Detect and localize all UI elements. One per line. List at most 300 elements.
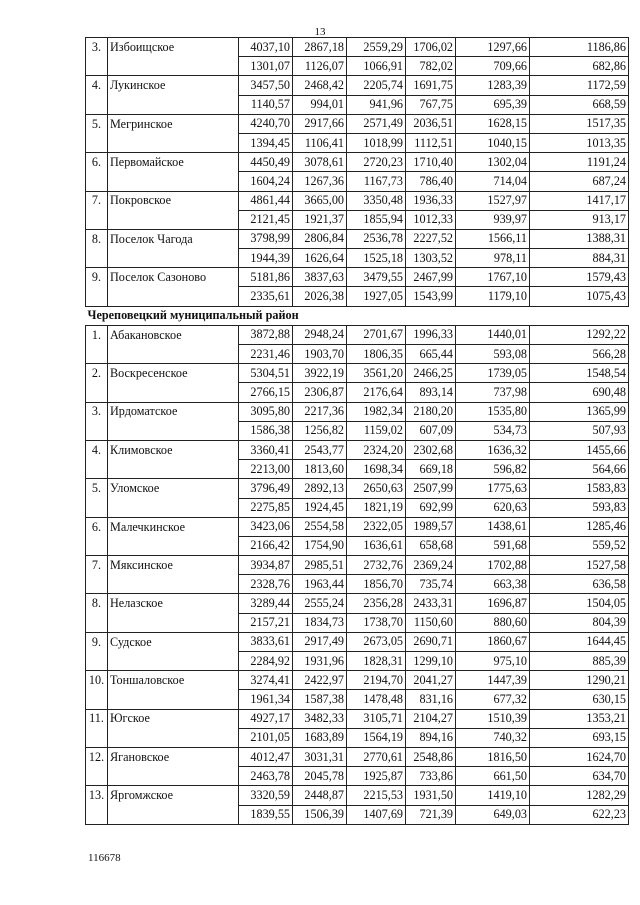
row-index: 12.: [86, 747, 108, 766]
value-cell: 559,52: [530, 536, 629, 555]
row-index: 7.: [86, 556, 108, 575]
table-row: [86, 613, 629, 632]
table-row: [86, 210, 629, 229]
settlement-name: [108, 210, 239, 229]
table-row: [86, 575, 629, 594]
value-cell: 1626,64: [293, 249, 347, 268]
value-cell: 1303,52: [406, 249, 456, 268]
value-cell: 3665,00: [293, 191, 347, 210]
value-cell: 3105,71: [347, 709, 406, 728]
value-cell: 2104,27: [406, 709, 456, 728]
value-cell: 2157,21: [239, 613, 293, 632]
settlement-name: Избоищское: [108, 38, 239, 57]
value-cell: 709,66: [456, 57, 530, 76]
table-row: [86, 594, 629, 613]
value-cell: 733,86: [406, 767, 456, 786]
value-cell: 1179,10: [456, 287, 530, 306]
value-cell: 682,86: [530, 57, 629, 76]
value-cell: 2036,51: [406, 114, 456, 133]
value-cell: 2322,05: [347, 517, 406, 536]
value-cell: 1696,87: [456, 594, 530, 613]
value-cell: 1159,02: [347, 421, 406, 440]
value-cell: 2770,61: [347, 747, 406, 766]
value-cell: 2194,70: [347, 671, 406, 690]
value-cell: 2466,25: [406, 364, 456, 383]
settlement-name: [108, 383, 239, 402]
value-cell: 786,40: [406, 172, 456, 191]
value-cell: 804,39: [530, 613, 629, 632]
value-cell: 5304,51: [239, 364, 293, 383]
value-cell: 1996,33: [406, 325, 456, 344]
value-cell: 1775,63: [456, 479, 530, 498]
row-index: [86, 172, 108, 191]
value-cell: 663,38: [456, 575, 530, 594]
value-cell: 2205,74: [347, 76, 406, 95]
row-index: [86, 575, 108, 594]
settlement-name: [108, 460, 239, 479]
value-cell: 1290,21: [530, 671, 629, 690]
table-row: [86, 153, 629, 172]
value-cell: 941,96: [347, 95, 406, 114]
footer-code: 116678: [88, 852, 121, 864]
value-cell: 1739,05: [456, 364, 530, 383]
value-cell: 2176,64: [347, 383, 406, 402]
value-cell: 3561,20: [347, 364, 406, 383]
value-cell: 1440,01: [456, 325, 530, 344]
value-cell: 3360,41: [239, 440, 293, 459]
value-cell: 2690,71: [406, 632, 456, 651]
table-row: [86, 421, 629, 440]
value-cell: 1698,34: [347, 460, 406, 479]
table-row: [86, 133, 629, 152]
value-cell: 2448,87: [293, 786, 347, 805]
value-cell: 1587,38: [293, 690, 347, 709]
table-row: [86, 440, 629, 459]
value-cell: 2892,13: [293, 479, 347, 498]
value-cell: 1710,40: [406, 153, 456, 172]
value-cell: 636,58: [530, 575, 629, 594]
table-row: [86, 268, 629, 287]
table-row: [86, 498, 629, 517]
settlement-name: Первомайское: [108, 153, 239, 172]
value-cell: 4927,17: [239, 709, 293, 728]
value-cell: 2806,84: [293, 229, 347, 248]
value-cell: 714,04: [456, 172, 530, 191]
value-cell: 620,63: [456, 498, 530, 517]
settlement-name: Судское: [108, 632, 239, 651]
value-cell: 2555,24: [293, 594, 347, 613]
row-index: 8.: [86, 594, 108, 613]
value-cell: 978,11: [456, 249, 530, 268]
value-cell: 1982,34: [347, 402, 406, 421]
value-cell: 3457,50: [239, 76, 293, 95]
value-cell: 695,39: [456, 95, 530, 114]
value-cell: 2041,27: [406, 671, 456, 690]
table-row: [86, 402, 629, 421]
row-index: 3.: [86, 402, 108, 421]
value-cell: 3274,41: [239, 671, 293, 690]
table-row: [86, 383, 629, 402]
settlement-name: Абакановское: [108, 325, 239, 344]
value-cell: 2328,76: [239, 575, 293, 594]
value-cell: 2324,20: [347, 440, 406, 459]
table-row: [86, 690, 629, 709]
value-cell: 1167,73: [347, 172, 406, 191]
row-index: [86, 133, 108, 152]
row-index: [86, 383, 108, 402]
settlement-name: [108, 95, 239, 114]
value-cell: 3479,55: [347, 268, 406, 287]
value-cell: 1683,89: [293, 728, 347, 747]
value-cell: 2507,99: [406, 479, 456, 498]
value-cell: 1407,69: [347, 805, 406, 824]
value-cell: 1706,02: [406, 38, 456, 57]
value-cell: 1506,39: [293, 805, 347, 824]
settlement-name: Малечкинское: [108, 517, 239, 536]
value-cell: 677,32: [456, 690, 530, 709]
value-cell: 649,03: [456, 805, 530, 824]
value-cell: 2650,63: [347, 479, 406, 498]
value-cell: 690,48: [530, 383, 629, 402]
row-index: [86, 536, 108, 555]
table-row: [86, 460, 629, 479]
settlement-name: [108, 575, 239, 594]
value-cell: 1527,97: [456, 191, 530, 210]
table-row: [86, 632, 629, 651]
value-cell: 939,97: [456, 210, 530, 229]
value-cell: 1903,70: [293, 345, 347, 364]
value-cell: 1564,19: [347, 728, 406, 747]
value-cell: 975,10: [456, 652, 530, 671]
settlement-name: Поселок Сазоново: [108, 268, 239, 287]
value-cell: 2867,18: [293, 38, 347, 57]
value-cell: 3095,80: [239, 402, 293, 421]
row-index: [86, 57, 108, 76]
value-cell: 735,74: [406, 575, 456, 594]
table-row: [86, 57, 629, 76]
value-cell: 622,23: [530, 805, 629, 824]
value-cell: 1299,10: [406, 652, 456, 671]
row-index: [86, 652, 108, 671]
value-cell: 1583,83: [530, 479, 629, 498]
value-cell: 1297,66: [456, 38, 530, 57]
value-cell: 3934,87: [239, 556, 293, 575]
value-cell: 2335,61: [239, 287, 293, 306]
value-cell: 1172,59: [530, 76, 629, 95]
table-row: [86, 786, 629, 805]
value-cell: 1931,50: [406, 786, 456, 805]
value-cell: 767,75: [406, 95, 456, 114]
table-row: [86, 747, 629, 766]
value-cell: 3872,88: [239, 325, 293, 344]
value-cell: 634,70: [530, 767, 629, 786]
value-cell: 2543,77: [293, 440, 347, 459]
value-cell: 1066,91: [347, 57, 406, 76]
row-index: 4.: [86, 440, 108, 459]
settlement-name: Лукинское: [108, 76, 239, 95]
row-index: [86, 249, 108, 268]
row-index: 4.: [86, 76, 108, 95]
value-cell: 1419,10: [456, 786, 530, 805]
value-cell: 1517,35: [530, 114, 629, 133]
value-cell: 1504,05: [530, 594, 629, 613]
value-cell: 2369,24: [406, 556, 456, 575]
row-index: 8.: [86, 229, 108, 248]
value-cell: 692,99: [406, 498, 456, 517]
table-row: [86, 191, 629, 210]
value-cell: 2180,20: [406, 402, 456, 421]
settlement-name: [108, 536, 239, 555]
value-cell: 1535,80: [456, 402, 530, 421]
value-cell: 1302,04: [456, 153, 530, 172]
value-cell: 693,15: [530, 728, 629, 747]
value-cell: 566,28: [530, 345, 629, 364]
value-cell: 591,68: [456, 536, 530, 555]
value-cell: 1644,45: [530, 632, 629, 651]
value-cell: 994,01: [293, 95, 347, 114]
value-cell: 3078,61: [293, 153, 347, 172]
value-cell: 721,39: [406, 805, 456, 824]
value-cell: 4037,10: [239, 38, 293, 57]
row-index: 1.: [86, 325, 108, 344]
value-cell: 2917,49: [293, 632, 347, 651]
settlement-name: Покровское: [108, 191, 239, 210]
row-index: 6.: [86, 517, 108, 536]
value-cell: 1012,33: [406, 210, 456, 229]
value-cell: 665,44: [406, 345, 456, 364]
value-cell: 2701,67: [347, 325, 406, 344]
value-cell: 669,18: [406, 460, 456, 479]
value-cell: 1394,45: [239, 133, 293, 152]
row-index: [86, 498, 108, 517]
value-cell: 1624,70: [530, 747, 629, 766]
value-cell: 1821,19: [347, 498, 406, 517]
value-cell: 507,93: [530, 421, 629, 440]
row-index: [86, 690, 108, 709]
value-cell: 2026,38: [293, 287, 347, 306]
value-cell: 1566,11: [456, 229, 530, 248]
value-cell: 4450,49: [239, 153, 293, 172]
value-cell: 1510,39: [456, 709, 530, 728]
row-index: [86, 805, 108, 824]
value-cell: 880,60: [456, 613, 530, 632]
row-index: 5.: [86, 479, 108, 498]
settlement-name: [108, 767, 239, 786]
value-cell: 1283,39: [456, 76, 530, 95]
value-cell: 2536,78: [347, 229, 406, 248]
value-cell: 1636,32: [456, 440, 530, 459]
table-row: [86, 767, 629, 786]
value-cell: 1834,73: [293, 613, 347, 632]
table-row: [86, 728, 629, 747]
value-cell: 2720,23: [347, 153, 406, 172]
value-cell: 2571,49: [347, 114, 406, 133]
row-index: 6.: [86, 153, 108, 172]
table-row: [86, 325, 629, 344]
value-cell: 5181,86: [239, 268, 293, 287]
value-cell: 1191,24: [530, 153, 629, 172]
table-row: [86, 556, 629, 575]
row-index: 10.: [86, 671, 108, 690]
settlement-name: [108, 498, 239, 517]
value-cell: 607,09: [406, 421, 456, 440]
value-cell: 1112,51: [406, 133, 456, 152]
table-row: [86, 517, 629, 536]
value-cell: 593,83: [530, 498, 629, 517]
value-cell: 2948,24: [293, 325, 347, 344]
value-cell: 1691,75: [406, 76, 456, 95]
value-cell: 1543,99: [406, 287, 456, 306]
value-cell: 1282,29: [530, 786, 629, 805]
value-cell: 740,32: [456, 728, 530, 747]
value-cell: 1525,18: [347, 249, 406, 268]
value-cell: 2422,97: [293, 671, 347, 690]
value-cell: 4012,47: [239, 747, 293, 766]
row-index: [86, 210, 108, 229]
settlement-name: [108, 287, 239, 306]
value-cell: 2356,28: [347, 594, 406, 613]
value-cell: 1455,66: [530, 440, 629, 459]
value-cell: 1579,43: [530, 268, 629, 287]
table-row: [86, 345, 629, 364]
row-index: [86, 613, 108, 632]
value-cell: 1813,60: [293, 460, 347, 479]
page-number: 13: [314, 26, 326, 38]
value-cell: 1767,10: [456, 268, 530, 287]
value-cell: 2559,29: [347, 38, 406, 57]
table-row: [86, 536, 629, 555]
settlement-name: Югское: [108, 709, 239, 728]
value-cell: 3423,06: [239, 517, 293, 536]
row-index: 3.: [86, 38, 108, 57]
value-cell: 2463,78: [239, 767, 293, 786]
table-row: [86, 249, 629, 268]
value-cell: 2275,85: [239, 498, 293, 517]
settlement-name: [108, 57, 239, 76]
value-cell: 2467,99: [406, 268, 456, 287]
value-cell: 1961,34: [239, 690, 293, 709]
value-cell: 630,15: [530, 690, 629, 709]
value-cell: 1921,37: [293, 210, 347, 229]
value-cell: 3833,61: [239, 632, 293, 651]
value-cell: 4240,70: [239, 114, 293, 133]
value-cell: 1018,99: [347, 133, 406, 152]
value-cell: 1365,99: [530, 402, 629, 421]
value-cell: 1702,88: [456, 556, 530, 575]
value-cell: 1301,07: [239, 57, 293, 76]
value-cell: 1478,48: [347, 690, 406, 709]
value-cell: 2468,42: [293, 76, 347, 95]
settlement-name: [108, 421, 239, 440]
settlement-name: Ирдоматское: [108, 402, 239, 421]
settlement-name: Мяксинское: [108, 556, 239, 575]
value-cell: 2231,46: [239, 345, 293, 364]
value-cell: 687,24: [530, 172, 629, 191]
settlement-name: [108, 345, 239, 364]
value-cell: 2917,66: [293, 114, 347, 133]
row-index: 9.: [86, 632, 108, 651]
settlement-name: [108, 690, 239, 709]
table-row: [86, 114, 629, 133]
value-cell: 2166,42: [239, 536, 293, 555]
value-cell: 1754,90: [293, 536, 347, 555]
value-cell: 661,50: [456, 767, 530, 786]
value-cell: 668,59: [530, 95, 629, 114]
value-cell: 1927,05: [347, 287, 406, 306]
value-cell: 884,31: [530, 249, 629, 268]
tariff-table: [85, 37, 629, 825]
value-cell: 2101,05: [239, 728, 293, 747]
settlement-name: Воскресенское: [108, 364, 239, 383]
value-cell: 1586,38: [239, 421, 293, 440]
value-cell: 3289,44: [239, 594, 293, 613]
value-cell: 1944,39: [239, 249, 293, 268]
table-row: [86, 479, 629, 498]
value-cell: 1931,96: [293, 652, 347, 671]
row-index: 2.: [86, 364, 108, 383]
value-cell: 2554,58: [293, 517, 347, 536]
row-index: 13.: [86, 786, 108, 805]
value-cell: 1738,70: [347, 613, 406, 632]
settlement-name: Поселок Чагода: [108, 229, 239, 248]
table-row: [86, 76, 629, 95]
value-cell: 3798,99: [239, 229, 293, 248]
value-cell: 1353,21: [530, 709, 629, 728]
value-cell: 1150,60: [406, 613, 456, 632]
value-cell: 593,08: [456, 345, 530, 364]
value-cell: 2673,05: [347, 632, 406, 651]
value-cell: 1186,86: [530, 38, 629, 57]
value-cell: 2121,45: [239, 210, 293, 229]
value-cell: 658,68: [406, 536, 456, 555]
row-index: [86, 767, 108, 786]
value-cell: 782,02: [406, 57, 456, 76]
row-index: [86, 460, 108, 479]
value-cell: 1106,41: [293, 133, 347, 152]
settlement-name: [108, 133, 239, 152]
value-cell: 2045,78: [293, 767, 347, 786]
settlement-name: [108, 652, 239, 671]
table-row: [86, 671, 629, 690]
value-cell: 894,16: [406, 728, 456, 747]
value-cell: 1388,31: [530, 229, 629, 248]
row-index: 7.: [86, 191, 108, 210]
settlement-name: Ягановское: [108, 747, 239, 766]
value-cell: 1256,82: [293, 421, 347, 440]
table-row: [86, 38, 629, 57]
value-cell: 1855,94: [347, 210, 406, 229]
row-index: [86, 421, 108, 440]
value-cell: 2433,31: [406, 594, 456, 613]
settlement-name: Мегринское: [108, 114, 239, 133]
settlement-name: Яргомжское: [108, 786, 239, 805]
value-cell: 1925,87: [347, 767, 406, 786]
table-row: [86, 172, 629, 191]
value-cell: 3320,59: [239, 786, 293, 805]
settlement-name: Тоншаловское: [108, 671, 239, 690]
value-cell: 1527,58: [530, 556, 629, 575]
value-cell: 913,17: [530, 210, 629, 229]
value-cell: 1839,55: [239, 805, 293, 824]
settlement-name: [108, 249, 239, 268]
value-cell: 1860,67: [456, 632, 530, 651]
value-cell: 1628,15: [456, 114, 530, 133]
settlement-name: [108, 728, 239, 747]
settlement-name: [108, 613, 239, 632]
value-cell: 534,73: [456, 421, 530, 440]
value-cell: 3350,48: [347, 191, 406, 210]
row-index: [86, 345, 108, 364]
